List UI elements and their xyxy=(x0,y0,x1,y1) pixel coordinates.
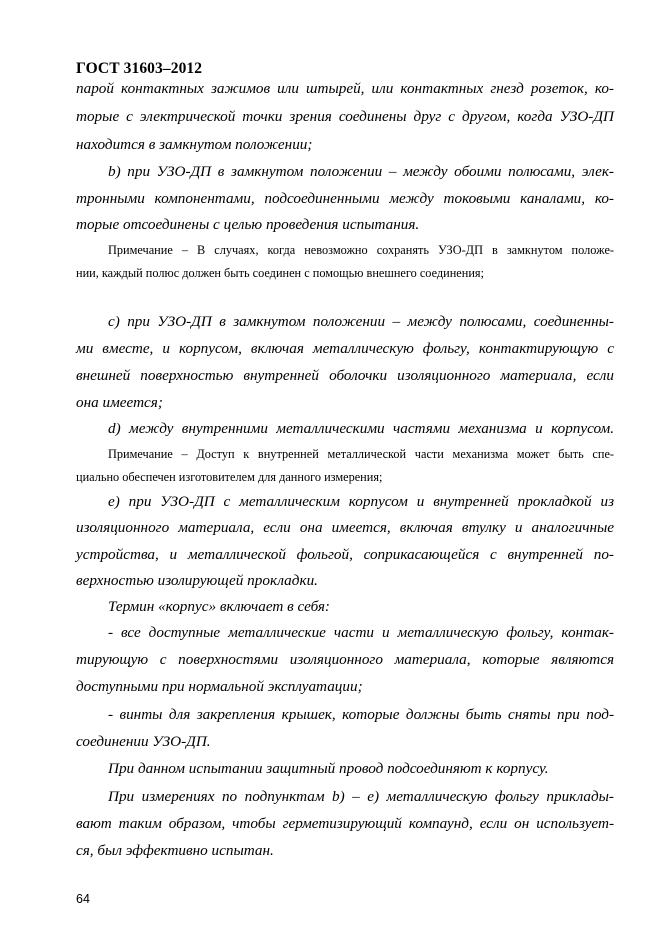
text-line: устройства, и металлической фольгой, соприкасающейся с внутренней по- xyxy=(76,546,614,563)
text-line: она имеется; xyxy=(76,394,163,411)
document-header: ГОСТ 31603–2012 xyxy=(76,60,203,77)
text-line: b) при УЗО-ДП в замкнутом положении – между обоими полюсами, элек- xyxy=(108,163,614,180)
note-line: Примечание – Доступ к внутренней металлической части механизма может быть спе- xyxy=(108,447,614,461)
text-line: изоляционного материала, если она имеется, включая втулку и аналогичные xyxy=(76,519,614,536)
note-line: циально обеспечен изготовителем для данного измерения; xyxy=(76,470,383,484)
text-line: Термин «корпус» включает в себя: xyxy=(108,598,330,615)
text-line: доступными при нормальной эксплуатации; xyxy=(76,678,363,695)
text-line: e) при УЗО-ДП с металлическим корпусом и внутренней прокладкой из xyxy=(108,493,614,510)
text-line: ся, был эффективно испытан. xyxy=(76,842,274,859)
text-line: торые отсоединены с целью проведения испытания. xyxy=(76,216,420,233)
text-line: ми вместе, и корпусом, включая металлическую фольгу, контактирующую с xyxy=(76,340,614,357)
page-number: 64 xyxy=(76,892,90,906)
note-line: Примечание – В случаях, когда невозможно сохранять УЗО-ДП в замкнутом положе- xyxy=(108,243,614,257)
text-line: При данном испытании защитный провод подсоединяют к корпусу. xyxy=(108,760,549,777)
text-line: - все доступные металлические части и металлическую фольгу, контак- xyxy=(108,624,614,641)
text-line: верхностью изолирующей прокладки. xyxy=(76,572,318,589)
text-line: торые с электрической точки зрения соединены друг с другом, когда УЗО-ДП xyxy=(76,108,614,125)
text-line: находится в замкнутом положении; xyxy=(76,136,313,153)
text-line: вают таким образом, чтобы герметизирующий компаунд, если он использует- xyxy=(76,815,614,832)
text-line: тирующую с поверхностями изоляционного материала, которые являются xyxy=(76,651,614,668)
note-line: нии, каждый полюс должен быть соединен с помощью внешнего соединения; xyxy=(76,266,484,280)
text-line: При измерениях по подпунктам b) – e) металлическую фольгу приклады- xyxy=(108,788,614,805)
text-line: d) между внутренними металлическими частями механизма и корпусом. xyxy=(108,420,614,437)
text-line: тронными компонентами, подсоединенными между токовыми каналами, ко- xyxy=(76,190,614,207)
text-line: соединении УЗО-ДП. xyxy=(76,733,211,750)
text-line: - винты для закрепления крышек, которые должны быть сняты при под- xyxy=(108,706,614,723)
text-line: парой контактных зажимов или штырей, или контактных гнезд розеток, ко- xyxy=(76,80,614,97)
text-line: внешней поверхностью внутренней оболочки изоляционного материала, если xyxy=(76,367,614,384)
text-line: c) при УЗО-ДП в замкнутом положении – между полюсами, соединенны- xyxy=(108,313,614,330)
